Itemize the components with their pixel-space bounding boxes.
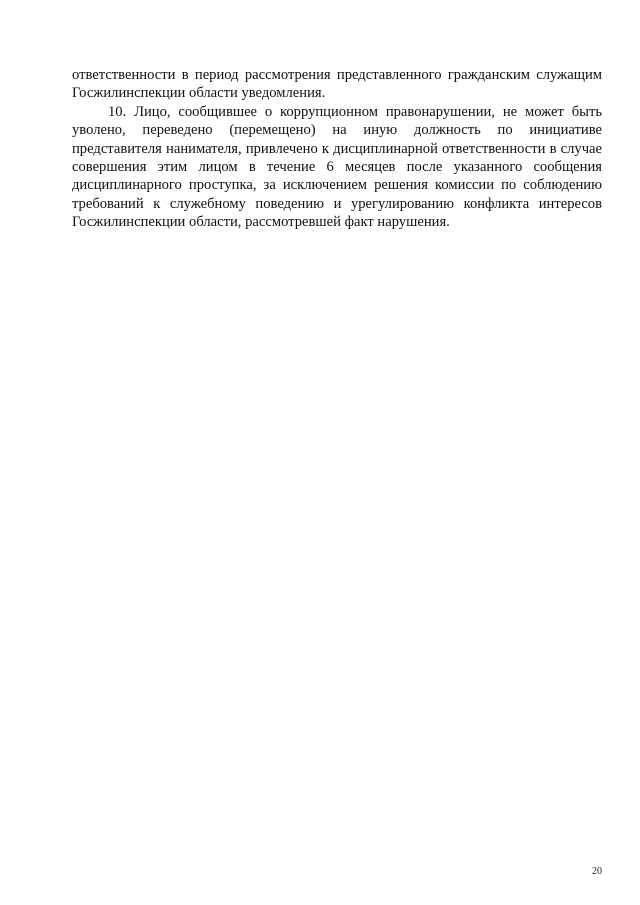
- paragraph-10: 10. Лицо, сообщившее о коррупционном правонарушении, не может быть уволено, переведено (перемещено) на иную должность по инициативе представителя нанимателя, привлечено к дисциплинарной ответственности в случае совершения этим лицом в течение 6 месяцев после указанного сообщения дисциплинарного проступка, за исключением решения комиссии по соблюдению требований к служебному поведению и урегулированию конфликта интересов Госжилинспекции области, рассмотревшей факт нарушения.: [72, 103, 602, 231]
- paragraph-continuation: ответственности в период рассмотрения представленного гражданским служащим Госжилинспекции области уведомления.: [72, 67, 602, 102]
- page-number: 20: [592, 866, 602, 877]
- document-body: [72, 66, 602, 232]
